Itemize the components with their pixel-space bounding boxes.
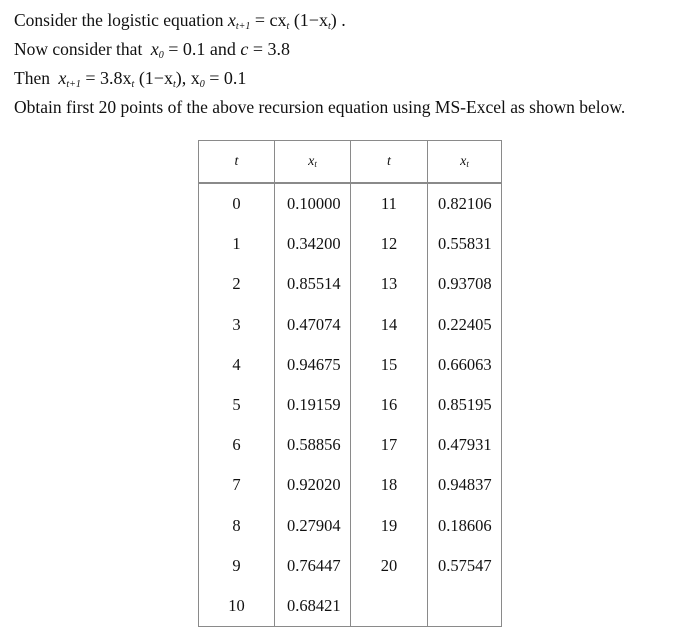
recursion-table	[198, 140, 502, 627]
table-row	[199, 586, 502, 627]
cell-t: 7	[199, 465, 275, 505]
table-row	[199, 345, 502, 385]
table-row	[199, 305, 502, 345]
intro-line-3-text: Then	[14, 68, 50, 88]
table-row	[199, 224, 502, 264]
cell-xt: 0.19159	[275, 385, 351, 425]
cell-t: 16	[351, 385, 428, 425]
cell-t: 19	[351, 506, 428, 546]
cell-t: 14	[351, 305, 428, 345]
table-row	[199, 183, 502, 224]
cell-t: 18	[351, 465, 428, 505]
header-t-1: t	[199, 141, 275, 184]
intro-line-2	[14, 35, 694, 64]
cell-xt	[428, 586, 502, 627]
table-row	[199, 465, 502, 505]
cell-xt: 0.85195	[428, 385, 502, 425]
cell-t: 10	[199, 586, 275, 627]
intro-line-4	[14, 93, 694, 122]
cell-t	[351, 586, 428, 627]
header-xt-2: $x_t$	[428, 141, 502, 184]
cell-xt: 0.34200	[275, 224, 351, 264]
table-row	[199, 264, 502, 304]
table-row	[199, 385, 502, 425]
cell-xt: 0.93708	[428, 264, 502, 304]
cell-xt: 0.94675	[275, 345, 351, 385]
cell-xt: 0.76447	[275, 546, 351, 586]
cell-t: 4	[199, 345, 275, 385]
initial-condition: $x_0 = 0.1$ and c = 3.8	[150, 39, 290, 61]
cell-xt: 0.22405	[428, 305, 502, 345]
cell-xt: 0.94837	[428, 465, 502, 505]
cell-xt: 0.85514	[275, 264, 351, 304]
header-xt-1: $x_t$	[275, 141, 351, 184]
cell-t: 0	[199, 183, 275, 224]
cell-xt: 0.18606	[428, 506, 502, 546]
table-header-row	[199, 141, 502, 184]
cell-t: 15	[351, 345, 428, 385]
header-t-2: t	[351, 141, 428, 184]
table-row	[199, 425, 502, 465]
intro-line-1	[14, 6, 694, 35]
cell-xt: 0.58856	[275, 425, 351, 465]
intro-line-3	[14, 64, 694, 93]
table-row	[199, 546, 502, 586]
cell-t: 2	[199, 264, 275, 304]
cell-t: 9	[199, 546, 275, 586]
cell-t: 11	[351, 183, 428, 224]
cell-t: 1	[199, 224, 275, 264]
cell-xt: 0.27904	[275, 506, 351, 546]
cell-t: 6	[199, 425, 275, 465]
intro-line-2-text: Now consider that	[14, 39, 143, 59]
cell-xt: 0.82106	[428, 183, 502, 224]
intro-text	[14, 6, 694, 122]
intro-line-1-text: Consider the logistic equation	[14, 10, 224, 30]
cell-xt: 0.10000	[275, 183, 351, 224]
cell-xt: 0.47074	[275, 305, 351, 345]
cell-xt: 0.57547	[428, 546, 502, 586]
cell-xt: 0.47931	[428, 425, 502, 465]
cell-t: 8	[199, 506, 275, 546]
cell-t: 3	[199, 305, 275, 345]
cell-t: 12	[351, 224, 428, 264]
cell-t: 5	[199, 385, 275, 425]
intro-line-4-text: Obtain first 20 points of the above recursion equation using MS-Excel as shown below.	[14, 97, 626, 117]
cell-xt: 0.92020	[275, 465, 351, 505]
cell-xt: 0.55831	[428, 224, 502, 264]
cell-t: 13	[351, 264, 428, 304]
cell-t: 20	[351, 546, 428, 586]
cell-t: 17	[351, 425, 428, 465]
cell-xt: 0.66063	[428, 345, 502, 385]
logistic-equation: $x_{t+1} = cx_t$ $(1-x_t)$ .	[227, 10, 346, 32]
table-row	[199, 506, 502, 546]
cell-xt: 0.68421	[275, 586, 351, 627]
recursion-equation: $x_{t+1} = 3.8x_t$ $(1-x_t)$, $x_0 = 0.1$	[58, 68, 247, 90]
